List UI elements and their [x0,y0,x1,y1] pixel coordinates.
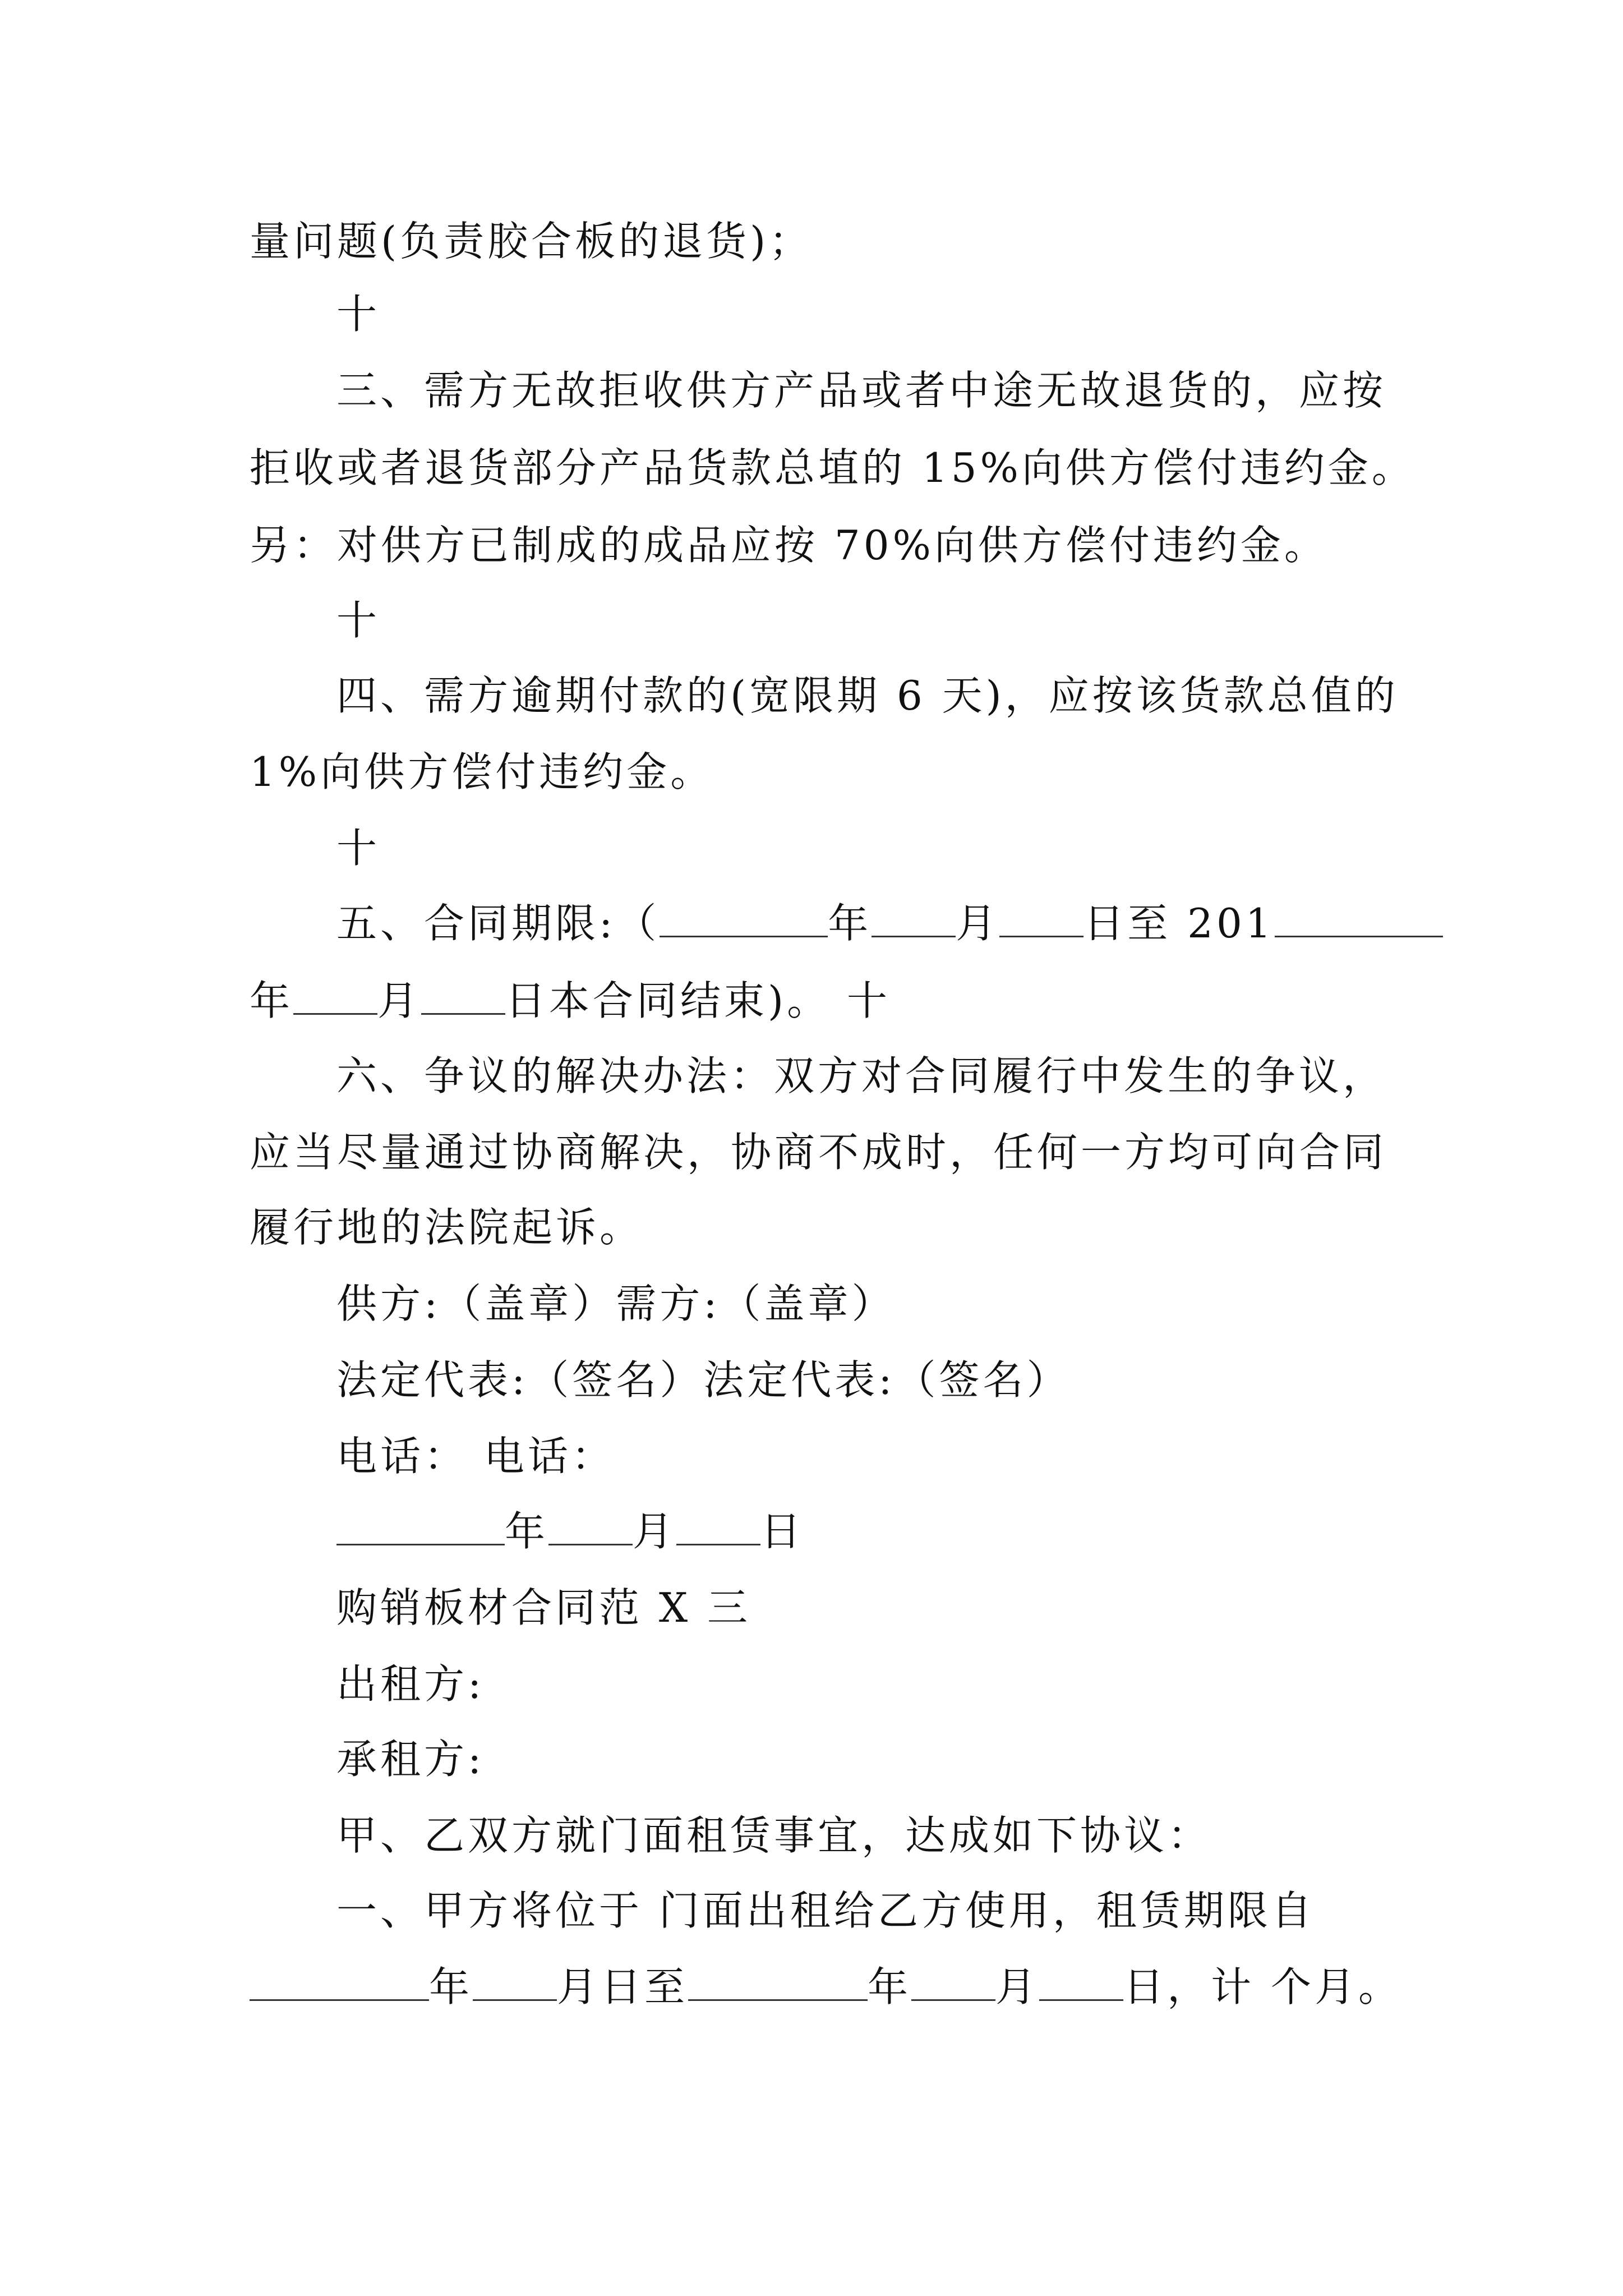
clause-5-line-1 [336,895,1443,951]
day-to-label: 日至 201 [1083,900,1275,947]
month-day-to-label: 月日至 [557,1963,689,2010]
blank-field [688,1960,868,2001]
year-label: 年 [250,977,294,1024]
cross-mark: 十 [336,291,381,338]
signature-phone-line: 电话： 电话： [336,1433,615,1480]
signature-representative-line: 法定代表:（签名）法定代表:（签名） [336,1356,1071,1404]
blank-field [911,1960,995,2001]
clause-3-line-3: 另：对供方已制成的成品应按 70%向供方偿付违约金。 [250,522,1328,569]
clause-5-line-2 [250,973,891,1029]
cross-mark: 十 [336,825,381,872]
signature-seal-line: 供方:（盖章）需方:（盖章） [336,1280,896,1327]
year-label: 年 [429,1963,473,2010]
blank-field [1039,1960,1123,2001]
clause-4-line-1: 四、需方逾期付款的(宽限期 6 天)，应按该货款总值的 [336,672,1399,719]
day-label: 日 [760,1508,805,1555]
clause-5-prefix: 五、合同期限:（ [336,900,660,947]
clause-6-line-2: 应当尽量通过协商解决，协商不成时，任何一方均可向合同 [250,1129,1387,1176]
blank-field [676,1504,760,1545]
item-1-line-2 [250,1959,1402,2015]
blank-field [1275,896,1443,937]
clause-6-line-3: 履行地的法院起诉。 [250,1204,644,1251]
paragraph-quality-issue: 量问题(负责胶合板的退货)； [250,218,813,265]
blank-field [421,974,505,1015]
month-label: 月 [956,900,1000,947]
lessor-line: 出租方: [336,1660,485,1708]
month-label: 月 [377,977,422,1024]
month-label: 月 [633,1508,677,1555]
clause-5-end: 日本合同结束)。 十 [505,977,891,1024]
item-1-end: 日，计 个月。 [1123,1963,1402,2010]
year-label: 年 [868,1963,912,2010]
blank-field [548,1504,633,1545]
agreement-intro: 甲、乙双方就门面租赁事宜，达成如下协议： [336,1812,1212,1859]
blank-field [872,896,956,937]
blank-field [660,896,828,937]
clause-3-line-2: 拒收或者退货部分产品货款总埴的 15%向供方偿付违约金。 [250,444,1415,491]
cross-mark: 十 [336,597,381,644]
blank-field [293,974,377,1015]
year-label: 年 [505,1508,549,1555]
clause-6-line-1: 六、争议的解决办法：双方对合同履行中发生的争议， [336,1052,1387,1099]
blank-field [999,896,1083,937]
contract-heading-3: 购销板材合同范 X 三 [336,1584,751,1631]
clause-3-line-1: 三、需方无故拒收供方产品或者中途无故退货的，应按 [336,367,1387,414]
signature-date-line [336,1503,804,1559]
item-1-line-1: 一、甲方将位于 门面出租给乙方使用，租赁期限自 [336,1887,1315,1934]
blank-field [336,1504,505,1545]
blank-field [250,1960,429,2001]
clause-4-line-2: 1%向供方偿付违约金。 [250,748,714,795]
month-label: 月 [995,1963,1040,2010]
blank-field [473,1960,557,2001]
lessee-line: 承租方: [336,1736,485,1783]
year-label: 年 [828,900,872,947]
